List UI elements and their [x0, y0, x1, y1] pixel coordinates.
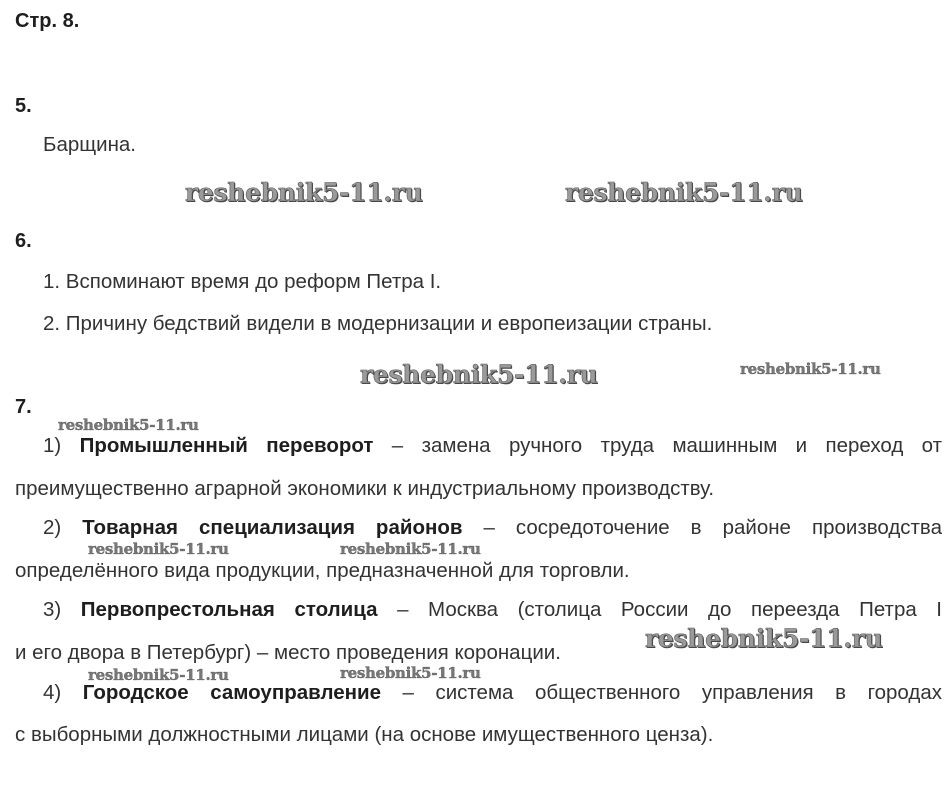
page-label: Стр. 8.	[15, 10, 80, 32]
question-6-number: 6.	[15, 230, 32, 252]
q7-item-1-prefix: 1)	[43, 434, 80, 457]
q7-item-2-term: Товарная специализация районов	[82, 516, 463, 539]
question-6-item-2: 2. Причину бедствий видели в модернизации и европеизации страны.	[43, 312, 713, 335]
q7-item-2-prefix: 2)	[43, 516, 83, 539]
q7-item-4-term: Городское самоуправление	[82, 681, 381, 704]
q7-item-4-line-1	[15, 681, 942, 705]
q7-item-1-definition: – замена ручного труда машинным и переход от	[373, 434, 943, 457]
watermark: reshebnik5-11.ru	[340, 540, 481, 558]
q7-item-4-prefix: 4)	[43, 681, 83, 704]
watermark: reshebnik5-11.ru	[88, 540, 229, 558]
watermark: reshebnik5-11.ru	[360, 360, 598, 389]
watermark: reshebnik5-11.ru	[185, 178, 423, 207]
q7-item-3-line-1	[15, 598, 942, 622]
watermark: reshebnik5-11.ru	[645, 624, 883, 653]
question-5-answer: Барщина.	[43, 133, 136, 156]
q7-item-1-line-1	[15, 434, 942, 458]
q7-item-1-term: Промышленный переворот	[79, 434, 374, 457]
q7-item-2-line-2: определённого вида продукции, предназначенной для торговли.	[15, 559, 630, 582]
q7-item-3-prefix: 3)	[43, 598, 81, 621]
watermark: reshebnik5-11.ru	[340, 664, 481, 682]
q7-item-4-definition: – система общественного управления в городах	[381, 681, 942, 704]
q7-item-2-definition: – сосредоточение в районе производства	[462, 516, 942, 539]
watermark: reshebnik5-11.ru	[88, 666, 229, 684]
q7-item-3-definition: – Москва (столица России до переезда Петра I	[377, 598, 942, 621]
q7-item-3-line-2: и его двора в Петербург) – место проведения коронации.	[15, 641, 561, 664]
watermark: reshebnik5-11.ru	[740, 360, 881, 378]
q7-item-3-term: Первопрестольная столица	[80, 598, 378, 621]
watermark: reshebnik5-11.ru	[58, 416, 199, 434]
q7-item-4-line-2: с выборными должностными лицами (на основе имущественного ценза).	[15, 723, 714, 746]
q7-item-2-line-1	[15, 516, 942, 540]
watermark: reshebnik5-11.ru	[565, 178, 803, 207]
question-5-number: 5.	[15, 95, 32, 117]
question-7-number: 7.	[15, 396, 32, 418]
q7-item-1-line-2: преимущественно аграрной экономики к индустриальному производству.	[15, 477, 715, 500]
question-6-item-1: 1. Вспоминают время до реформ Петра I.	[43, 270, 442, 293]
